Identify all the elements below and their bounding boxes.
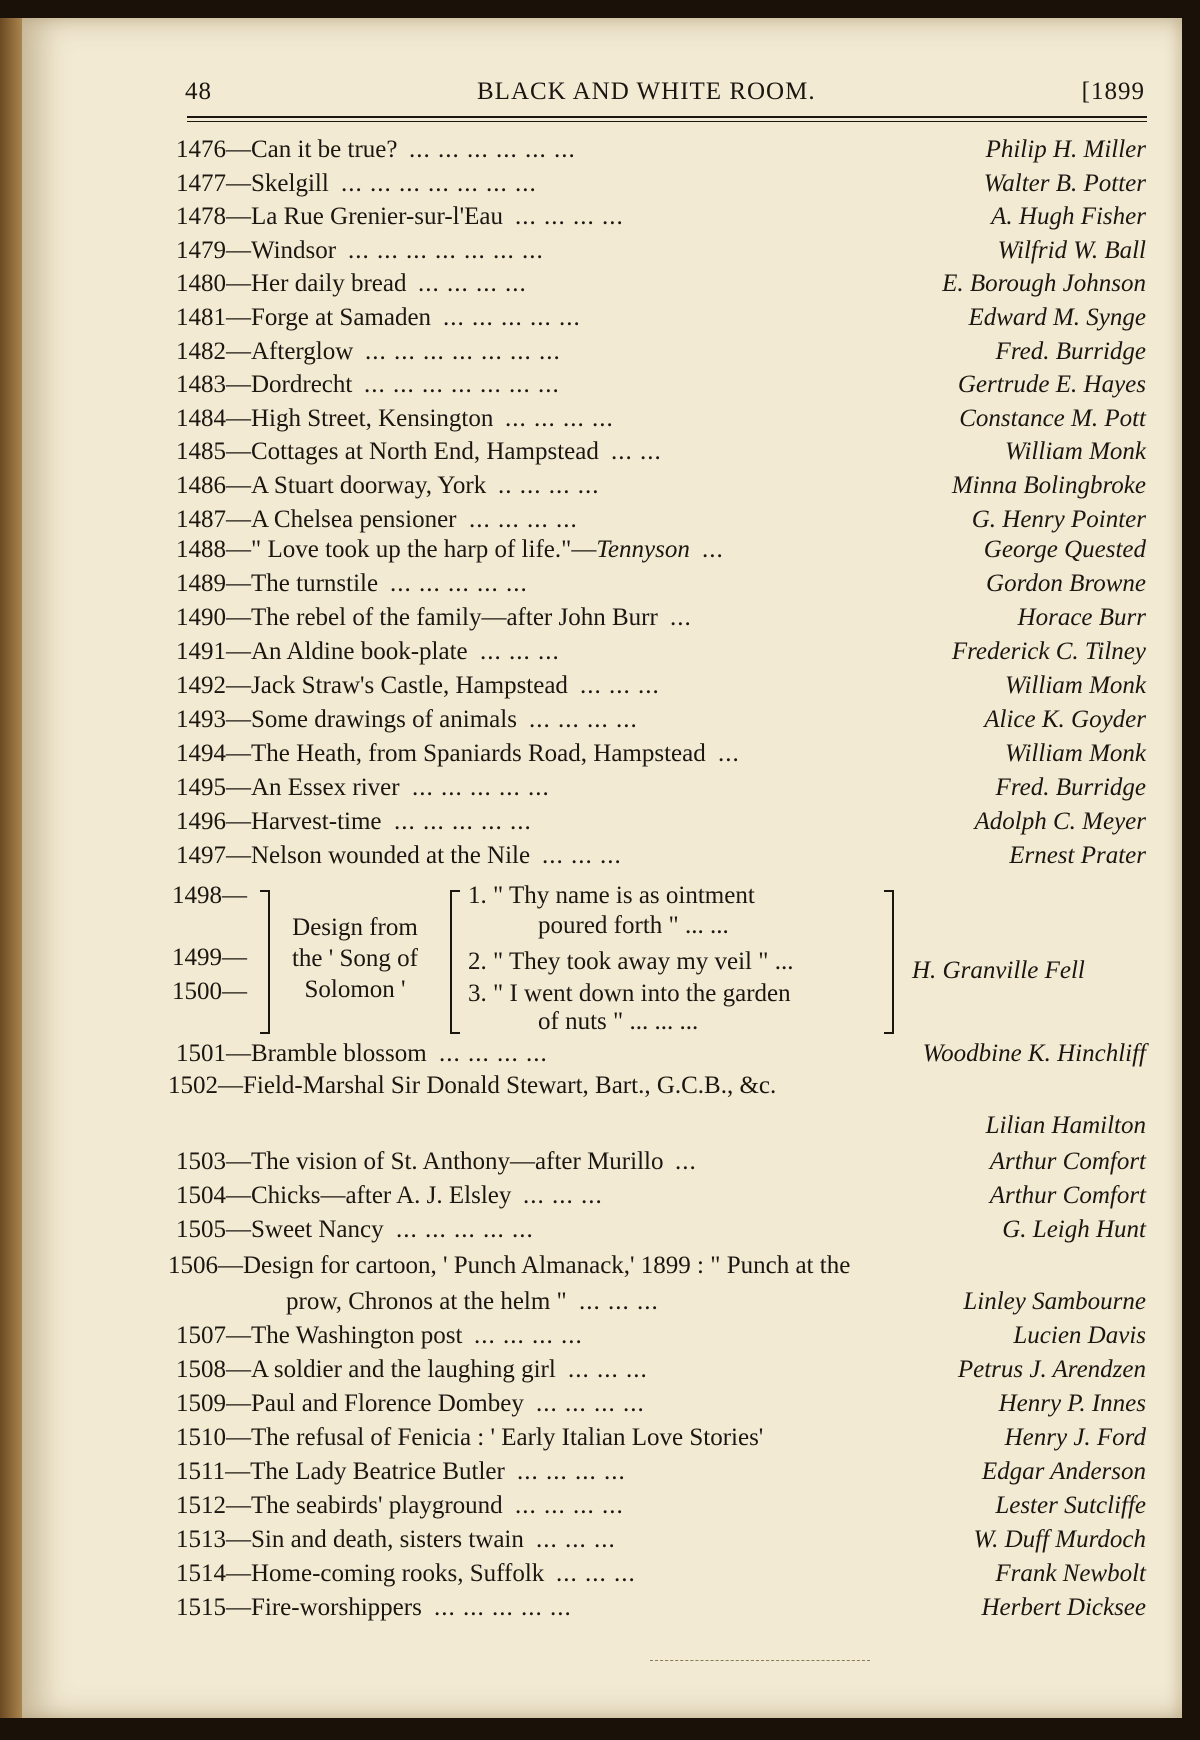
catalogue-entry — [176, 1594, 1146, 1628]
catalogue-entry — [176, 536, 1146, 570]
entry-poet: Tennyson — [596, 536, 690, 563]
entry-artist: Edward M. Synge — [968, 304, 1146, 331]
entry-title: 1508—A soldier and the laughing girl — [176, 1356, 556, 1383]
entry-title: 1489—The turnstile — [176, 570, 379, 597]
sub-entry: 3. " I went down into the garden — [468, 980, 791, 1007]
catalogue-entry — [168, 1252, 1148, 1280]
leader-dots: ... ... ... ... — [474, 1322, 583, 1349]
entry-artist: William Monk — [1005, 740, 1146, 767]
entry-artist: Wilfrid W. Ball — [997, 236, 1146, 264]
entry-artist: Alice K. Goyder — [984, 706, 1146, 733]
entry-title: 1504—Chicks—after A. J. Elsley — [176, 1182, 512, 1209]
entry-artist: Petrus J. Arendzen — [957, 1356, 1146, 1383]
catalogue-entry — [176, 1390, 1146, 1424]
catalogue-entry — [176, 570, 1146, 604]
entry-artist: Herbert Dicksee — [981, 1594, 1146, 1621]
entry-artist: Constance M. Pott — [959, 404, 1146, 432]
leader-dots: ... ... — [611, 438, 662, 466]
entry-artist: Fred. Burridge — [995, 774, 1146, 801]
entry-artist: William Monk — [1005, 438, 1146, 466]
catalogue-entry — [176, 237, 1146, 271]
catalogue-entry — [176, 136, 1146, 170]
entry-title: 1476—Can it be true? — [176, 136, 398, 163]
entry-title: 1497—Nelson wounded at the Nile — [176, 842, 531, 869]
entry-title-continued: prow, Chronos at the helm " — [286, 1288, 567, 1315]
entry-title: 1509—Paul and Florence Dombey — [176, 1390, 524, 1417]
catalogue-entry — [176, 1182, 1146, 1216]
entry-title: 1482—Afterglow — [176, 337, 354, 365]
leader-dots: ... ... ... ... — [536, 1390, 645, 1417]
entry-artist: Adolph C. Meyer — [974, 808, 1146, 835]
catalogue-entry — [176, 1356, 1146, 1390]
catalogue-entry — [176, 604, 1146, 638]
leader-dots: ... ... ... — [536, 1526, 616, 1553]
page-number: 48 — [185, 78, 212, 105]
leader-dots: ... ... ... — [542, 842, 622, 869]
catalogue-entry — [176, 270, 1146, 304]
entry-artist: Edgar Anderson — [981, 1458, 1146, 1485]
catalogue-entry — [176, 170, 1146, 204]
entry-artist: Philip H. Miller — [985, 136, 1146, 163]
middle-brace — [450, 890, 460, 1034]
catalogue-entry — [176, 472, 1146, 506]
entry-title: 1485—Cottages at North End, Hampstead — [176, 438, 599, 466]
catalogue-entry-artist-line — [176, 1112, 1146, 1146]
catalogue-entry — [176, 1148, 1146, 1182]
entry-title: 1484—High Street, Kensington — [176, 404, 494, 432]
left-brace — [260, 890, 270, 1034]
leader-dots: ... — [675, 1148, 697, 1175]
leader-dots: ... ... ... ... — [515, 1492, 624, 1519]
catalogue-entry — [176, 203, 1146, 237]
entry-title: 1506—Design for cartoon, ' Punch Almanack,' 1899 : " Punch at the — [168, 1252, 851, 1279]
entry-artist: Lucien Davis — [1013, 1322, 1146, 1349]
entry-artist: Frank Newbolt — [995, 1560, 1146, 1587]
leader-dots: ... ... ... ... ... ... ... — [341, 169, 537, 197]
entry-artist: G. Leigh Hunt — [1002, 1216, 1146, 1243]
catalogue-entry — [176, 438, 1146, 472]
entry-artist: Ernest Prater — [1009, 842, 1146, 869]
catalogue-entry — [176, 1458, 1146, 1492]
entry-artist: Gordon Browne — [986, 570, 1146, 597]
leader-dots: ... ... ... ... ... ... ... — [364, 371, 560, 399]
catalogue-entry — [176, 1560, 1146, 1594]
leader-dots: ... ... ... ... ... ... ... — [348, 236, 544, 264]
entry-artist: George Quested — [983, 536, 1146, 563]
entry-title: 1495—An Essex river — [176, 774, 400, 801]
entry-artist: E. Borough Johnson — [942, 270, 1146, 298]
header-rule-thin — [187, 121, 1147, 122]
catalogue-entry — [176, 338, 1146, 372]
entry-artist: Gertrude E. Hayes — [957, 371, 1146, 399]
page-year: [1899 — [1081, 78, 1145, 105]
song-of-solomon-group — [172, 882, 1147, 1042]
catalogue-entry — [176, 1492, 1146, 1526]
entry-title: 1507—The Washington post — [176, 1322, 463, 1349]
entry-artist: Fred. Burridge — [995, 337, 1146, 365]
catalogue-entry — [168, 1072, 1148, 1100]
leader-dots: ... ... ... ... — [515, 203, 624, 231]
leader-dots: ... ... ... — [480, 638, 560, 665]
leader-dots: ... ... ... — [568, 1356, 648, 1383]
entry-artist: Walter B. Potter — [983, 169, 1146, 197]
entry-title: 1477—Skelgill — [176, 169, 329, 197]
catalogue-entry — [176, 1526, 1146, 1560]
leader-dots: ... ... ... ... ... ... ... — [365, 337, 561, 365]
catalogue-entry — [176, 304, 1146, 338]
entry-artist: Woodbine K. Hinchliff — [922, 1040, 1146, 1067]
header-rule — [187, 116, 1147, 118]
catalogue-entry-continued — [176, 1288, 1146, 1322]
leader-dots: ... ... ... ... ... — [390, 570, 528, 597]
entry-artist: Arthur Comfort — [989, 1148, 1146, 1175]
entry-artist: William Monk — [1005, 672, 1146, 699]
leader-dots: ... — [702, 536, 724, 563]
leader-dots: ... ... ... ... — [517, 1458, 626, 1485]
entry-artist: Lester Sutcliffe — [995, 1492, 1146, 1519]
entry-title: 1513—Sin and death, sisters twain — [176, 1526, 524, 1553]
sub-entry: 2. " They took away my veil " ... — [468, 948, 794, 975]
entry-number: 1499— — [172, 944, 247, 971]
entry-title: 1510—The refusal of Fenicia : ' Early Italian Love Stories' — [176, 1424, 764, 1451]
catalogue-entry — [176, 371, 1146, 405]
leader-dots: ... ... ... ... — [529, 706, 638, 733]
entry-title: 1505—Sweet Nancy — [176, 1216, 384, 1243]
catalogue-entry — [176, 706, 1146, 740]
entry-title: 1515—Fire-worshippers — [176, 1594, 422, 1621]
catalogue-entry — [176, 842, 1146, 876]
catalogue-entry — [176, 1216, 1146, 1250]
catalogue-entry — [176, 1040, 1146, 1074]
footer-mark — [650, 1660, 870, 1661]
entry-title: 1480—Her daily bread — [176, 270, 407, 298]
leader-dots: ... ... ... ... ... — [412, 774, 550, 801]
leader-dots: ... ... ... ... — [505, 404, 614, 432]
leader-dots: ... ... ... ... ... — [396, 1216, 534, 1243]
leader-dots: ... — [718, 740, 740, 767]
entry-artist: Arthur Comfort — [989, 1182, 1146, 1209]
page-header — [185, 78, 1145, 118]
entry-title: 1512—The seabirds' playground — [176, 1492, 503, 1519]
leader-dots: ... ... ... — [579, 1288, 659, 1315]
leader-dots: ... ... ... ... — [469, 505, 578, 533]
sub-entry: poured forth " ... ... — [538, 912, 729, 939]
leader-dots: ... ... ... — [523, 1182, 603, 1209]
page-title: BLACK AND WHITE ROOM. — [477, 78, 816, 105]
leader-dots: ... ... ... — [580, 672, 660, 699]
entry-title: 1483—Dordrecht — [176, 371, 353, 399]
entry-artist: A. Hugh Fisher — [991, 203, 1146, 231]
sub-entry: 1. " Thy name is as ointment — [468, 882, 755, 909]
catalogue-entry — [176, 405, 1146, 439]
entry-artist: Horace Burr — [1017, 604, 1146, 631]
entry-artist: Henry P. Innes — [998, 1390, 1146, 1417]
entry-title: 1486—A Stuart doorway, York — [176, 472, 487, 499]
entry-title: 1502—Field-Marshal Sir Donald Stewart, Bart., G.C.B., &c. — [168, 1072, 777, 1099]
leader-dots: ... ... ... — [556, 1560, 636, 1587]
group-description: Design from the ' Song of Solomon ' — [291, 914, 419, 1003]
entry-artist: Lilian Hamilton — [985, 1112, 1146, 1139]
group-artist: H. Granville Fell — [912, 957, 1085, 984]
catalogue-entry — [176, 740, 1146, 774]
entry-title: 1494—The Heath, from Spaniards Road, Hampstead — [176, 740, 706, 767]
catalogue-entry — [176, 1322, 1146, 1356]
entry-artist: Linley Sambourne — [963, 1288, 1146, 1315]
sub-entry: of nuts " ... ... ... — [538, 1008, 699, 1035]
entry-title: 1503—The vision of St. Anthony—after Murillo — [176, 1148, 664, 1175]
entry-title: 1511—The Lady Beatrice Butler — [176, 1458, 505, 1485]
entry-artist: G. Henry Pointer — [971, 505, 1146, 533]
leader-dots: .. ... ... ... — [498, 472, 600, 499]
entry-artist: W. Duff Murdoch — [973, 1526, 1146, 1553]
entry-artist: Frederick C. Tilney — [951, 638, 1146, 665]
catalogue-entry — [176, 1424, 1146, 1458]
entry-title: 1493—Some drawings of animals — [176, 706, 517, 733]
entry-title: 1478—La Rue Grenier-sur-l'Eau — [176, 203, 504, 231]
catalogue-entry — [176, 808, 1146, 842]
leader-dots: ... ... ... ... ... — [394, 808, 532, 835]
entry-title: 1481—Forge at Samaden — [176, 304, 432, 331]
entry-number: 1498— — [172, 882, 247, 909]
leader-dots: ... ... ... ... ... — [434, 1594, 572, 1621]
entry-title: 1479—Windsor — [176, 236, 337, 264]
entry-number: 1500— — [172, 978, 247, 1005]
entry-title: 1488—" Love took up the harp of life."— — [176, 536, 597, 563]
entry-title: 1491—An Aldine book-plate — [176, 638, 468, 665]
leader-dots: ... ... ... ... ... ... — [409, 136, 576, 163]
entry-title: 1487—A Chelsea pensioner — [176, 505, 457, 533]
entry-title: 1490—The rebel of the family—after John Burr — [176, 604, 658, 631]
right-brace — [884, 890, 894, 1034]
entry-artist: Henry J. Ford — [1004, 1424, 1146, 1451]
entry-title: 1514—Home-coming rooks, Suffolk — [176, 1560, 545, 1587]
entry-title: 1501—Bramble blossom — [176, 1040, 427, 1067]
leader-dots: ... — [670, 604, 692, 631]
entry-title: 1496—Harvest-time — [176, 808, 382, 835]
catalogue-entry — [176, 774, 1146, 808]
catalogue-entry — [176, 506, 1146, 540]
leader-dots: ... ... ... ... — [418, 270, 527, 298]
entry-title: 1492—Jack Straw's Castle, Hampstead — [176, 672, 568, 699]
catalogue-entry — [176, 638, 1146, 672]
leader-dots: ... ... ... ... ... — [443, 304, 581, 331]
catalogue-entry — [176, 672, 1146, 706]
leader-dots: ... ... ... ... — [439, 1040, 548, 1067]
entry-artist: Minna Bolingbroke — [951, 472, 1146, 499]
